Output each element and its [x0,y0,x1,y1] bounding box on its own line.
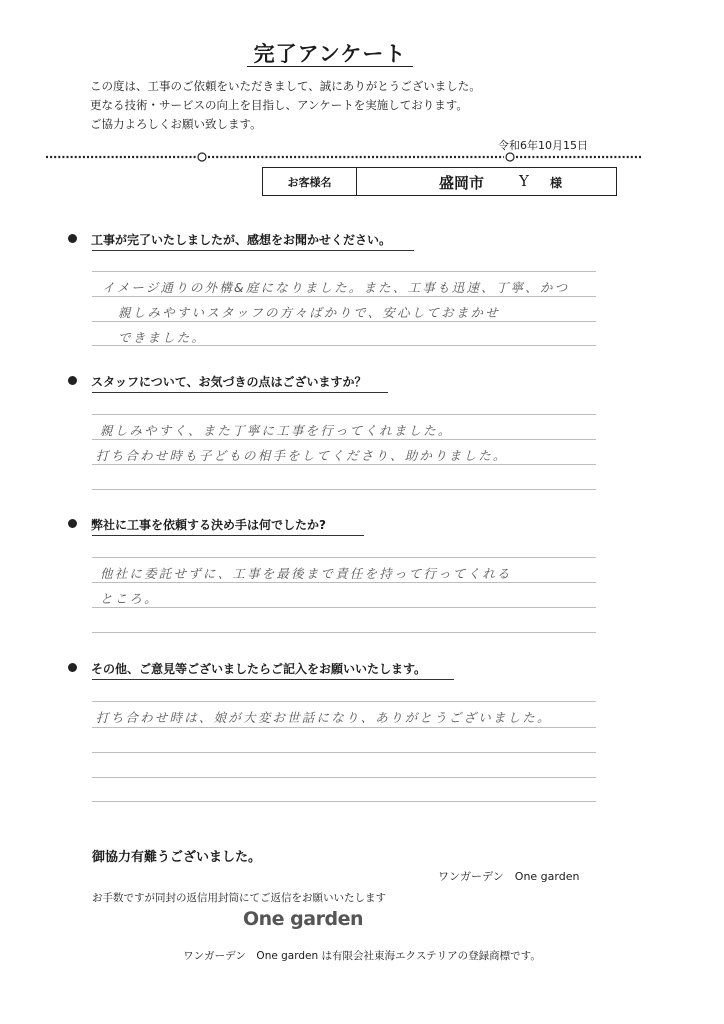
title-underline [247,66,413,67]
question-text: スタッフについて、お気づきの点はございますか？ [91,375,367,389]
question-underline [92,535,364,536]
answer-rule [92,607,596,608]
question-4 [68,660,426,677]
company-logo: One garden [243,908,363,930]
question-text: その他、ご意見等ございましたらご記入をお願いいたします。 [91,662,427,676]
answer-rule [92,752,596,753]
intro-line: 更なる技術・サービスの向上を目指し、アンケートを実施しております。 [90,98,468,112]
answer-line: イメージ通りの外構&庭になりました。また、工事も迅速、丁寧、かつ [102,280,570,295]
customer-honorific: 様 [550,176,563,190]
question-1 [68,231,391,248]
answer-rule [92,414,596,415]
question-underline [92,679,454,680]
customer-box-divider [356,168,357,195]
answer-rule [92,632,596,633]
intro-line: ご協力よろしくお願い致します。 [90,117,262,131]
answer-rule [92,464,596,465]
customer-name-box [262,167,617,196]
answer-line: 親しみやすいスタッフの方々ばかりで、安心しておまかせ [118,305,500,320]
dotted-separator [46,152,642,162]
customer-city: 盛岡市 [439,174,485,192]
answer-line: 親しみやすく、また丁寧に工事を行ってくれました。 [100,423,453,438]
answer-rule [92,727,596,728]
customer-label: お客様名 [287,176,332,189]
envelope-note: お手数ですが同封の返信用封筒にてご返信をお願いいたします [92,892,386,904]
page-title: 完了アンケート [253,42,407,66]
thanks-message: 御協力有難うございました。 [92,850,262,865]
answer-rule [92,439,596,440]
question-text: 工事が完了いたしましたが、感想をお聞かせください。 [91,233,392,247]
answer-rule [92,271,596,272]
trademark-note: ワンガーデン One garden は有限会社東海エクステリアの登録商標です。 [183,950,541,962]
customer-initial: Y [519,172,529,190]
answer-rule [92,777,596,778]
survey-date: 令和6年10月15日 [498,139,588,152]
answer-rule [92,801,596,802]
question-2 [68,373,367,390]
question-text: 弊社に工事を依頼する決め手は何でしたか? [91,518,326,532]
question-underline [92,392,388,393]
answer-line: 打ち合わせ時は、娘が大変お世話になり、ありがとうございました。 [96,710,552,725]
answer-rule [92,296,596,297]
intro-text [90,77,481,134]
answer-line: ところ。 [100,591,159,606]
answer-rule [92,489,596,490]
answer-line: 他社に委託せずに、工事を最後まで責任を持って行ってくれる [100,566,512,581]
bullet-icon [68,519,77,528]
answer-line: できました。 [118,330,207,345]
bullet-icon [68,376,77,385]
answer-rule [92,701,596,702]
question-3 [68,516,326,533]
answer-rule [92,557,596,558]
intro-line: この度は、工事のご依頼をいただきまして、誠にありがとうございました。 [90,79,481,93]
company-name: ワンガーデン One garden [438,870,580,883]
question-underline [92,250,414,251]
answer-line: 打ち合わせ時も子どもの相手をしてくださり、助かりました。 [96,448,508,463]
answer-rule [92,321,596,322]
answer-rule [92,582,596,583]
bullet-icon [68,663,77,672]
bullet-icon [68,234,77,243]
